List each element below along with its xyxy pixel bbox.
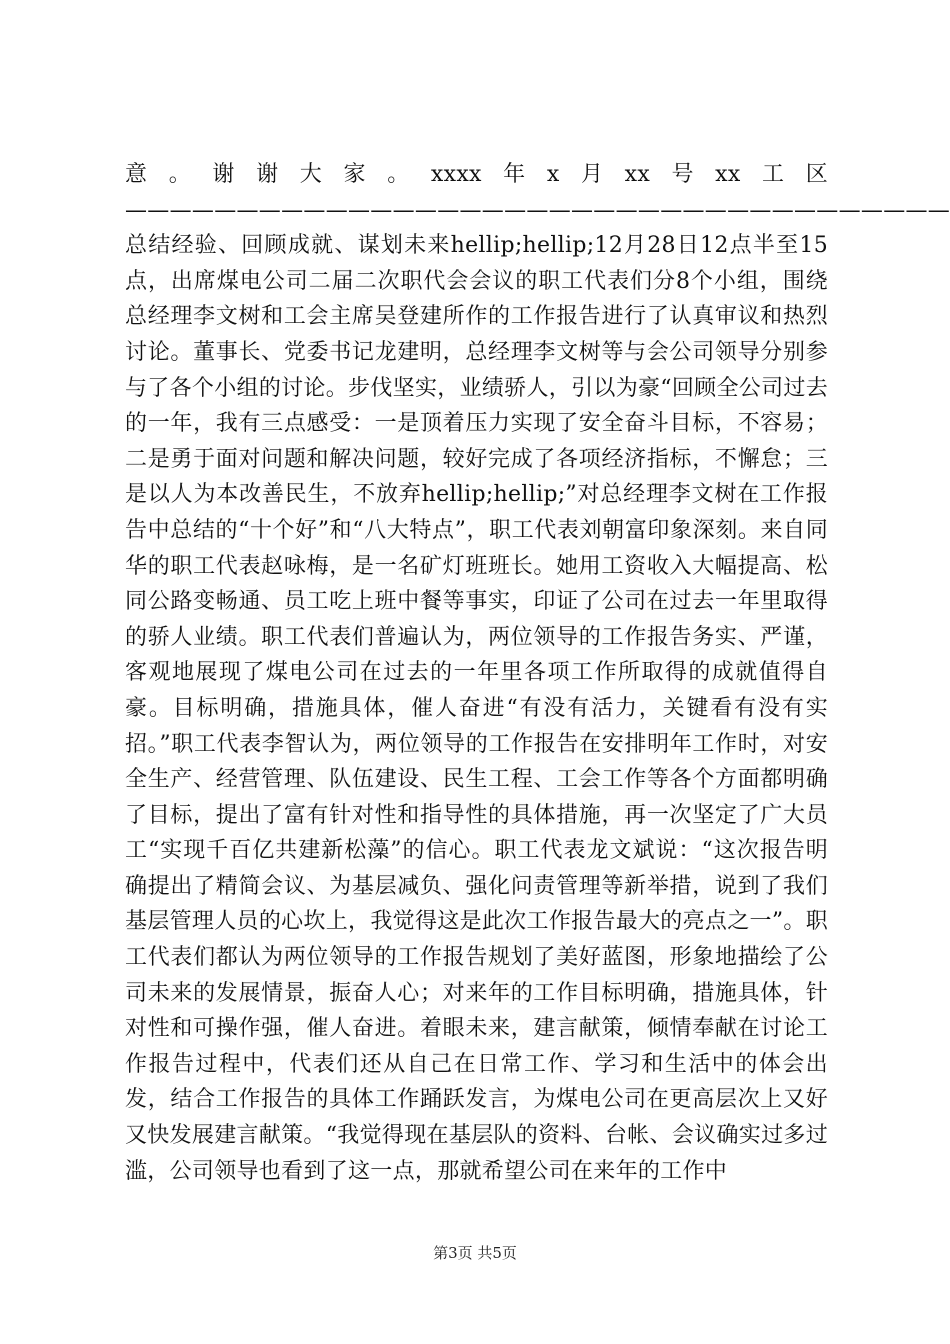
body-paragraph: 意。谢谢大家。xxxx年x月xx号xx工区—————————————————————————————————————总结经验、回顾成就、谋划未来hellip;hellip;12月28日12点半至15点，出席煤电公司二届二次职代会会议的职工代表们分8个小组，围绕总经理李文树和工会主席吴登建所作的工作报告进行了认真审议和热烈讨论。董事长、党委书记龙建明，总经理李文树等与会公司领导分别参与了各个小组的讨论。步伐坚实，业绩骄人，引以为豪“回顾全公司过去的一年，我有三点感受：一是顶着压力实现了安全奋斗目标，不容易；二是勇于面对问题和解决问题，较好完成了各项经济指标，不懈怠；三是以人为本改善民生，不放弃hellip;hellip;”对总经理李文树在工作报告中总结的“十个好”和“八大特点”，职工代表刘朝富印象深刻。来自同华的职工代表赵咏梅，是一名矿灯班班长。她用工资收入大幅提高、松同公路变畅通、员工吃上班中餐等事实，印证了公司在过去一年里取得的骄人业绩。职工代表们普遍认为，两位领导的工作报告务实、严谨，客观地展现了煤电公司在过去的一年里各项工作所取得的成就值得自豪。目标明确，措施具体，催人奋进“有没有活力，关键看有没有实招。”职工代表李智认为，两位领导的工作报告在安排明年工作时，对安全生产、经营管理、队伍建设、民生工程、工会工作等各个方面都明确了目标，提出了富有针对性和指导性的具体措施，再一次坚定了广大员工“实现千百亿共建新松藻”的信心。职工代表龙文斌说：“这次报告明确提出了精简会议、为基层减负、强化问责管理等新举措，说到了我们基层管理人员的心坎上，我觉得这是此次工作报告最大的亮点之一”。职工代表们都认为两位领导的工作报告规划了美好蓝图，形象地描绘了公司未来的发展情景，振奋人心；对来年的工作目标明确，措施具体，针对性和可操作强，催人奋进。着眼未来，建言献策，倾情奉献在讨论工作报告过程中，代表们还从自己在日常工作、学习和生活中的体会出发，结合工作报告的具体工作踊跃发言，为煤电公司在更高层次上又好又快发展建言献策。“我觉得现在基层队的资料、台帐、会议确实过多过滥，公司领导也看到了这一点，那就希望公司在来年的工作中 xyxy=(125,162,950,1184)
page-number-footer: 第3页 共5页 xyxy=(433,1244,517,1262)
